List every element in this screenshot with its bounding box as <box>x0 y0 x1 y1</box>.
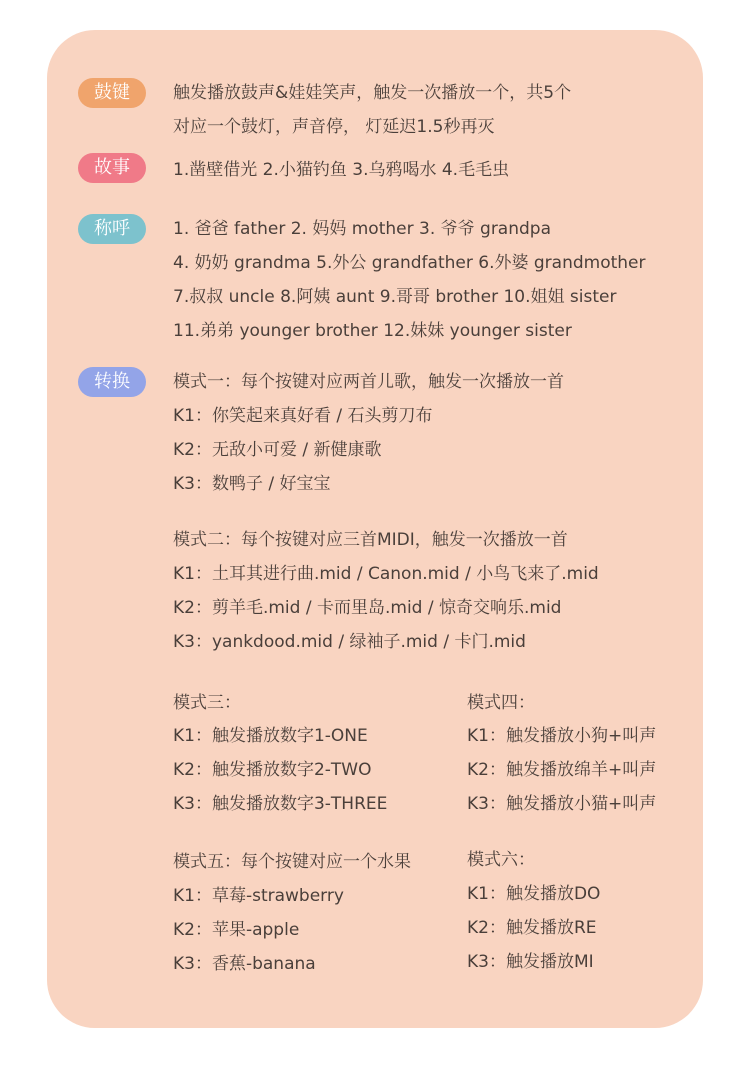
tag-drum-keys: 鼓键 <box>78 78 146 108</box>
tag-address-terms: 称呼 <box>78 214 146 244</box>
call-line-3: 7.叔叔 uncle 8.阿姨 aunt 9.哥哥 brother 10.姐姐 sister <box>173 287 617 307</box>
mode1-k3: K3：数鸭子 / 好宝宝 <box>173 474 331 494</box>
story-line-1: 1.凿壁借光 2.小猫钓鱼 3.乌鸦喝水 4.毛毛虫 <box>173 160 510 180</box>
mode2-k1: K1：土耳其进行曲.mid / Canon.mid / 小鸟飞来了.mid <box>173 564 599 584</box>
mode5-k1: K1：草莓-strawberry <box>173 886 344 906</box>
call-line-4: 11.弟弟 younger brother 12.妹妹 younger sister <box>173 321 572 341</box>
call-line-2: 4. 奶奶 grandma 5.外公 grandfather 6.外婆 grandmother <box>173 253 646 273</box>
mode3-k3: K3：触发播放数字3-THREE <box>173 794 388 814</box>
mode2-heading: 模式二：每个按键对应三首MIDI，触发一次播放一首 <box>173 530 568 550</box>
mode5-k2: K2：苹果-apple <box>173 920 300 940</box>
mode2-k2: K2：剪羊毛.mid / 卡而里岛.mid / 惊奇交响乐.mid <box>173 598 562 618</box>
mode3-k1: K1：触发播放数字1-ONE <box>173 726 368 746</box>
mode3-k2: K2：触发播放数字2-TWO <box>173 760 372 780</box>
mode2-k3: K3：yankdood.mid / 绿袖子.mid / 卡门.mid <box>173 632 526 652</box>
tag-switch-modes: 转换 <box>78 367 146 397</box>
mode6-k1: K1：触发播放DO <box>467 884 601 904</box>
mode5-heading: 模式五：每个按键对应一个水果 <box>173 852 411 872</box>
mode4-k1: K1：触发播放小狗+叫声 <box>467 726 657 746</box>
mode4-k3: K3：触发播放小猫+叫声 <box>467 794 657 814</box>
mode4-k2: K2：触发播放绵羊+叫声 <box>467 760 657 780</box>
drum-line-2: 对应一个鼓灯，声音停， 灯延迟1.5秒再灭 <box>173 117 495 137</box>
call-line-1: 1. 爸爸 father 2. 妈妈 mother 3. 爷爷 grandpa <box>173 219 552 239</box>
tag-story: 故事 <box>78 153 146 183</box>
mode6-k3: K3：触发播放MI <box>467 952 594 972</box>
mode5-k3: K3：香蕉-banana <box>173 954 316 974</box>
drum-line-1: 触发播放鼓声&娃娃笑声，触发一次播放一个，共5个 <box>173 83 572 103</box>
mode1-heading: 模式一：每个按键对应两首儿歌，触发一次播放一首 <box>173 372 564 392</box>
mode1-k2: K2：无敌小可爱 / 新健康歌 <box>173 440 382 460</box>
mode6-heading: 模式六： <box>467 850 535 870</box>
mode4-heading: 模式四： <box>467 693 535 713</box>
mode6-k2: K2：触发播放RE <box>467 918 597 938</box>
mode1-k1: K1：你笑起来真好看 / 石头剪刀布 <box>173 406 433 426</box>
mode3-heading: 模式三： <box>173 693 241 713</box>
